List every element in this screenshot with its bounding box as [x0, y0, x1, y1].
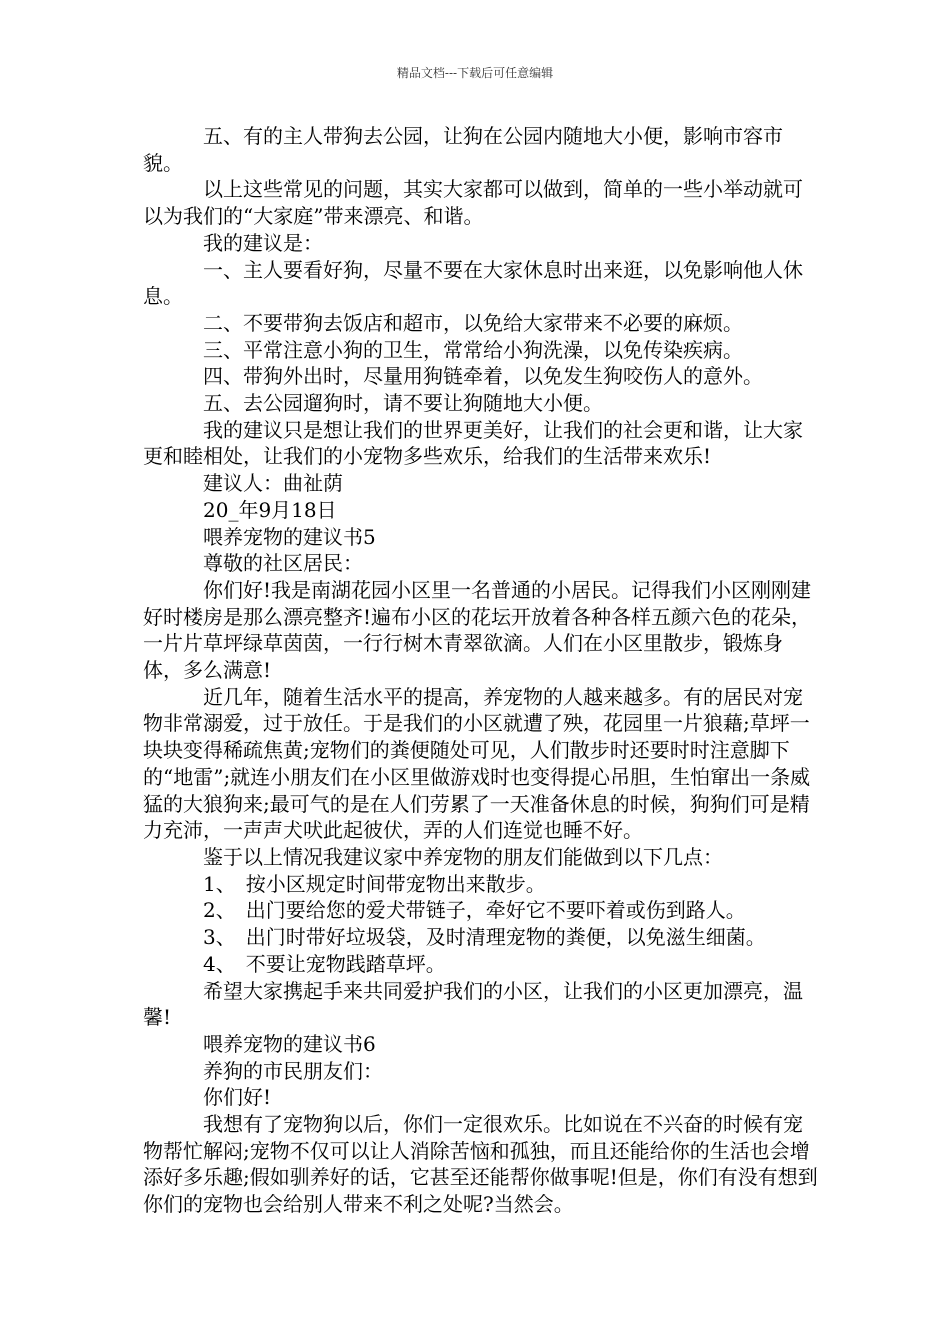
paragraph: 我的建议是： — [203, 230, 323, 255]
paragraph: 五、有的主人带狗去公园，让狗在公园内随地大小便，影响市容市貌。 — [143, 124, 783, 175]
paragraph: 二、不要带狗去饭店和超市，以免给大家带来不必要的麻烦。 — [203, 310, 743, 335]
greeting: 你们好! — [203, 1085, 272, 1110]
paragraph: 三、平常注意小狗的卫生，常常给小狗洗澡，以免传染疾病。 — [203, 337, 743, 362]
document-body — [143, 123, 818, 1218]
date-line: 20_年9月18日 — [203, 497, 337, 522]
paragraph: 我的建议只是想让我们的世界更美好，让我们的社会更和谐，让大家更和睦相处，让我们的小宠物多些欢乐，给我们的生活带来欢乐! — [143, 417, 803, 469]
paragraph: 五、去公园遛狗时，请不要让狗随地大小便。 — [203, 391, 603, 416]
paragraph: 希望大家携起手来共同爱护我们的小区，让我们的小区更加漂亮，温馨! — [143, 978, 803, 1030]
paragraph: 近几年，随着生活水平的提高，养宠物的人越来越多。有的居民对宠物非常溺爱，过于放任。于是我们的小区就遭了殃，花园里一片狼藉;草坪一块块变得稀疏焦黄;宠物们的粪便随处可见，人们散步时还要时时注意脚下的“地雷”;就连小朋友们在小区里做游戏时也变得提心吊胆，生怕窜出一条威猛的大狼狗来;最可气的是在人们劳累了一天准备休息的时候，狗狗们可是精力充沛，一声声犬吠此起彼伏，弄的人们连觉也睡不好。 — [143, 684, 811, 843]
paragraph: 四、带狗外出时，尽量用狗链牵着，以免发生狗咬伤人的意外。 — [203, 364, 763, 389]
signature-line: 建议人：曲祉荫 — [203, 471, 343, 496]
paragraph: 我想有了宠物狗以后，你们一定很欢乐。比如说在不兴奋的时候有宠物帮忙解闷;宠物不仅可以让人消除苦恼和孤独，而且还能给你的生活也会增添好多乐趣;假如驯养好的话，它甚至还能帮你做事呢!但是，你们有没有想到你们的宠物也会给别人带来不利之处呢?当然会。 — [143, 1112, 818, 1217]
salutation: 尊敬的社区居民： — [203, 551, 363, 576]
salutation: 养狗的市民朋友们： — [203, 1058, 383, 1083]
list-item: 1、 按小区规定时间带宠物出来散步。 — [203, 871, 546, 896]
list-item: 3、 出门时带好垃圾袋，及时清理宠物的粪便，以免滋生细菌。 — [203, 925, 766, 950]
paragraph: 以上这些常见的问题，其实大家都可以做到，简单的一些小举动就可以为我们的“大家庭”带来漂亮、和谐。 — [143, 177, 803, 229]
paragraph: 一、主人要看好狗，尽量不要在大家休息时出来逛，以免影响他人休息。 — [143, 257, 803, 309]
paragraph: 你们好!我是南湖花园小区里一名普通的小居民。记得我们小区刚刚建好时楼房是那么漂亮整齐!遍布小区的花坛开放着各种各样五颜六色的花朵，一片片草坪绿草茵茵，一行行树木青翠欲滴。人们在小区里散步，锻炼身体，多么满意! — [143, 577, 812, 683]
section-title: 喂养宠物的建议书6 — [203, 1031, 376, 1056]
page-header: 精品文档---下载后可任意编辑 — [396, 66, 554, 80]
list-item: 4、 不要让宠物践踏草坪。 — [203, 951, 446, 976]
section-title: 喂养宠物的建议书5 — [203, 524, 376, 549]
paragraph: 鉴于以上情况我建议家中养宠物的朋友们能做到以下几点： — [203, 844, 723, 869]
list-item: 2、 出门要给您的爱犬带链子，牵好它不要吓着或伤到路人。 — [203, 898, 746, 923]
